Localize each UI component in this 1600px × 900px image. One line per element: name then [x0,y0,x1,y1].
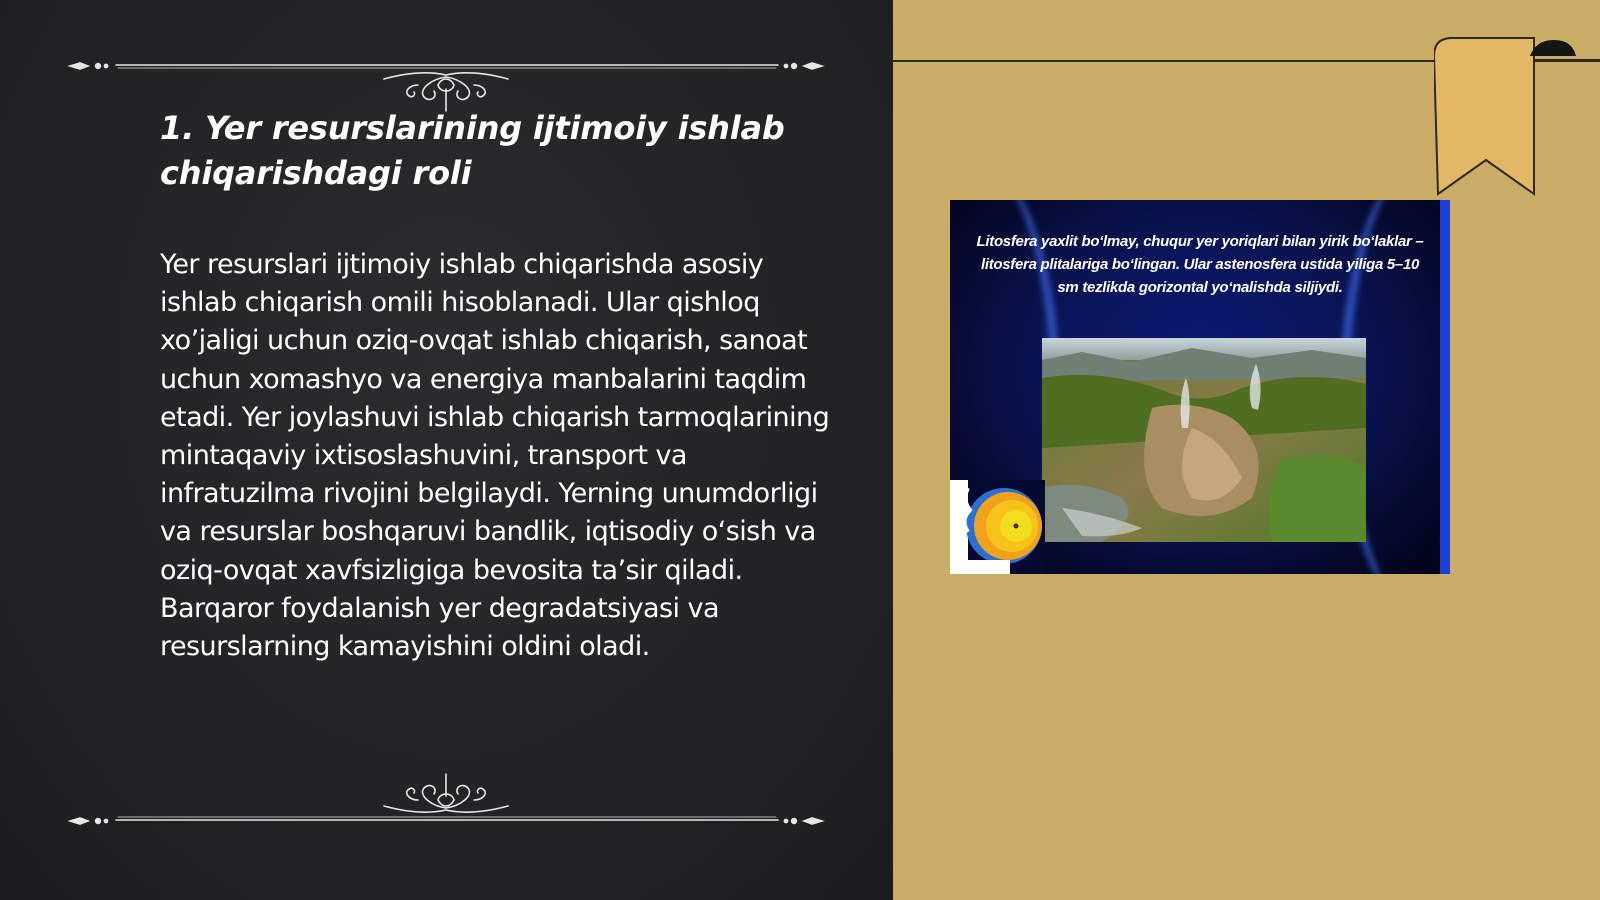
illustration-caption: Litosfera yaxlit bo‘lmay, chuqur yer yoriqlari bilan yirik bo‘laklar – litosfera plitalariga bo‘lingan. Ular astenosfera ustida yiliga 5–10 sm tezlikda gorizontal yo‘nalishda siljiydi. [976,233,1424,296]
blue-edge [1440,200,1450,574]
slide-title: 1. Yer resurslarining ijtimoiy ishlab chiqarishdagi roli [160,109,785,192]
lithosphere-illustration [950,200,1450,574]
ornament-divider-bottom-icon [66,770,826,830]
earth-layers-icon [950,480,1045,574]
slide-body-text: Yer resurslari ijtimoiy ishlab chiqarishda asosiy ishlab chiqarish omili hisoblanadi. Ular qishloq xo’jaligi uchun oziq-ovqat ishlab chiqarish, sanoat uchun xomashyo va energiya manbalarini taqdim etadi. Yer joylashuvi ishlab chiqarish tarmoqlarining mintaqaviy ixtisoslashuvini, transport va infratuzilma rivojini belgilaydi. Yerning unumdorligi va resurslar boshqaruvi bandlik, iqtisodiy o‘sish va oziq-ovqat xavfsizligiga bevosita ta’sir qiladi. Barqaror foydalanish yer degradatsiyasi va resurslarning kamayishini oldini oladi. [160,249,830,663]
bookmark-ribbon-icon [1434,36,1600,198]
geyser-landscape-photo [1042,338,1366,542]
